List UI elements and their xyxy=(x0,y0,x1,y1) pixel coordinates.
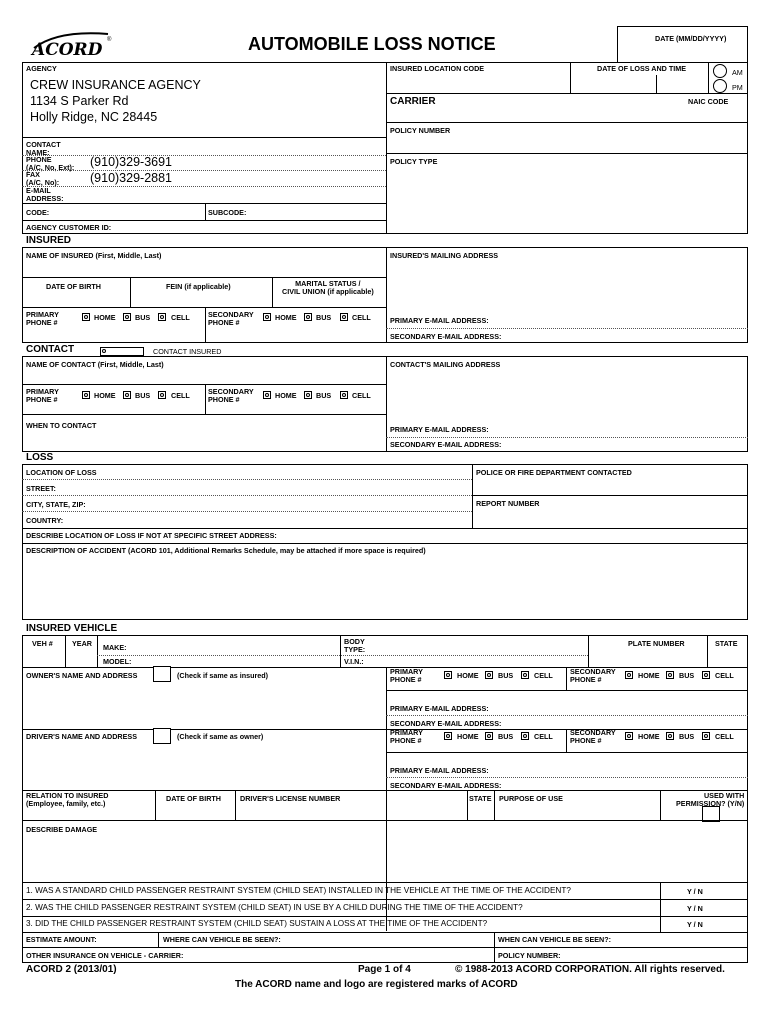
model-label: MODEL: xyxy=(103,657,132,666)
pm-radio[interactable] xyxy=(713,79,727,93)
insured-primary-cell-checkbox[interactable] xyxy=(158,313,166,321)
registered-marks: The ACORD name and logo are registered marks of ACORD xyxy=(235,979,518,990)
child-seat-q1: 1. WAS A STANDARD CHILD PASSENGER RESTRAINT SYSTEM (CHILD SEAT) INSTALLED IN THE VEHICLE AT THE TIME OF THE ACCIDENT? xyxy=(26,886,571,895)
street-label: STREET: xyxy=(26,484,56,493)
describe-damage-label: DESCRIBE DAMAGE xyxy=(26,825,98,834)
plate-label: PLATE NUMBER xyxy=(628,639,685,648)
estimate-label: ESTIMATE AMOUNT: xyxy=(26,935,97,944)
describe-location-label: DESCRIBE LOCATION OF LOSS IF NOT AT SPECIFIC STREET ADDRESS: xyxy=(26,531,277,540)
owner-primary-email-label: PRIMARY E-MAIL ADDRESS: xyxy=(390,704,489,713)
owner-secondary-email-label: SECONDARY E-MAIL ADDRESS: xyxy=(390,719,502,728)
cell-label: CELL xyxy=(171,391,190,400)
when-seen-label: WHEN CAN VEHICLE BE SEEN?: xyxy=(498,935,612,944)
owner-same-checkbox[interactable] xyxy=(153,666,171,682)
make-label: MAKE: xyxy=(103,643,127,652)
owner-secondary-home-checkbox[interactable] xyxy=(625,671,633,679)
bus-label: BUS xyxy=(679,732,695,741)
child-seat-q2-yn[interactable]: Y / N xyxy=(687,904,703,913)
bus-label: BUS xyxy=(316,313,332,322)
other-policy-number-label: POLICY NUMBER: xyxy=(498,951,561,960)
state-label: STATE xyxy=(715,639,738,648)
insured-mailing-label: INSURED'S MAILING ADDRESS xyxy=(390,251,499,260)
owner-label: OWNER'S NAME AND ADDRESS xyxy=(26,671,138,680)
insured-secondary-phone-label: SECONDARY PHONE # xyxy=(208,310,254,327)
bus-label: BUS xyxy=(498,732,514,741)
driver-secondary-home-checkbox[interactable] xyxy=(625,732,633,740)
home-label: HOME xyxy=(94,391,116,400)
home-label: HOME xyxy=(457,671,479,680)
contact-insured-checkbox[interactable] xyxy=(100,347,144,356)
email-label: E-MAIL ADDRESS: xyxy=(26,186,64,203)
owner-primary-phone-label: PRIMARY PHONE # xyxy=(390,667,423,684)
driver-primary-bus-checkbox[interactable] xyxy=(485,732,493,740)
child-seat-q3: 3. DID THE CHILD PASSENGER RESTRAINT SYSTEM (CHILD SEAT) SUSTAIN A LOSS AT THE TIME OF THE ACCIDENT? xyxy=(26,919,488,928)
veh-label: VEH # xyxy=(32,639,53,648)
contact-name-label: CONTACT NAME: xyxy=(26,140,61,157)
contact-secondary-bus-checkbox[interactable] xyxy=(304,391,312,399)
home-label: HOME xyxy=(638,671,660,680)
acord-logo xyxy=(28,28,118,58)
home-label: HOME xyxy=(638,732,660,741)
carrier-label: CARRIER xyxy=(390,96,436,107)
child-seat-q1-yn[interactable]: Y / N xyxy=(687,887,703,896)
contact-primary-email-label: PRIMARY E-MAIL ADDRESS: xyxy=(390,425,489,434)
contact-secondary-phone-label: SECONDARY PHONE # xyxy=(208,387,254,404)
driver-secondary-email-label: SECONDARY E-MAIL ADDRESS: xyxy=(390,781,502,790)
cell-label: CELL xyxy=(534,671,553,680)
cell-label: CELL xyxy=(534,732,553,741)
cell-label: CELL xyxy=(171,313,190,322)
date-of-loss-label: DATE OF LOSS AND TIME xyxy=(597,64,687,73)
driver-secondary-bus-checkbox[interactable] xyxy=(666,732,674,740)
bus-label: BUS xyxy=(316,391,332,400)
insured-secondary-cell-checkbox[interactable] xyxy=(340,313,348,321)
naic-label: NAIC CODE xyxy=(688,97,729,106)
country-label: COUNTRY: xyxy=(26,516,64,525)
location-of-loss-label: LOCATION OF LOSS xyxy=(26,468,97,477)
driver-secondary-cell-checkbox[interactable] xyxy=(702,732,710,740)
am-label: AM xyxy=(732,68,743,77)
insured-secondary-home-checkbox[interactable] xyxy=(263,313,271,321)
vin-label: V.I.N.: xyxy=(344,657,364,666)
bus-label: BUS xyxy=(135,313,151,322)
bus-label: BUS xyxy=(498,671,514,680)
vehicle-section-title: INSURED VEHICLE xyxy=(26,623,118,634)
agency-label: AGENCY xyxy=(26,64,57,73)
police-label: POLICE OR FIRE DEPARTMENT CONTACTED xyxy=(476,468,632,477)
when-to-contact-label: WHEN TO CONTACT xyxy=(26,421,97,430)
home-label: HOME xyxy=(275,313,297,322)
home-label: HOME xyxy=(457,732,479,741)
driver-same-checkbox[interactable] xyxy=(153,728,171,744)
svg-text:ACORD: ACORD xyxy=(32,40,103,58)
owner-secondary-phone-label: SECONDARY PHONE # xyxy=(570,667,616,684)
contact-name-label: NAME OF CONTACT (First, Middle, Last) xyxy=(26,360,164,369)
contact-secondary-cell-checkbox[interactable] xyxy=(340,391,348,399)
driver-primary-phone-label: PRIMARY PHONE # xyxy=(390,728,423,745)
agency-city: Holly Ridge, NC 28445 xyxy=(30,110,158,124)
copyright: © 1988-2013 ACORD CORPORATION. All rights reserved. xyxy=(455,964,725,975)
insured-secondary-email-label: SECONDARY E-MAIL ADDRESS: xyxy=(390,332,502,341)
customer-id-label: AGENCY CUSTOMER ID: xyxy=(26,223,112,232)
home-label: HOME xyxy=(275,391,297,400)
insured-primary-phone-label: PRIMARY PHONE # xyxy=(26,310,59,327)
am-radio[interactable] xyxy=(713,64,727,78)
contact-secondary-email-label: SECONDARY E-MAIL ADDRESS: xyxy=(390,440,502,449)
pm-label: PM xyxy=(732,83,743,92)
insured-primary-home-checkbox[interactable] xyxy=(82,313,90,321)
home-label: HOME xyxy=(94,313,116,322)
policy-number-label: POLICY NUMBER xyxy=(390,126,451,135)
permission-label: USED WITH PERMISSION? (Y/N) xyxy=(676,791,745,808)
form-number: ACORD 2 (2013/01) xyxy=(26,964,117,975)
code-label: CODE: xyxy=(26,208,50,217)
contact-primary-home-checkbox[interactable] xyxy=(82,391,90,399)
svg-text:®: ® xyxy=(107,37,112,43)
cell-label: CELL xyxy=(352,313,371,322)
page-title: AUTOMOBILE LOSS NOTICE xyxy=(248,34,496,54)
contact-secondary-home-checkbox[interactable] xyxy=(263,391,271,399)
child-seat-q2: 2. WAS THE CHILD PASSENGER RESTRAINT SYSTEM (CHILD SEAT) IN USE BY A CHILD DURING THE TIME OF THE ACCIDENT? xyxy=(26,903,523,912)
insured-marital-label: MARITAL STATUS / CIVIL UNION (if applicable) xyxy=(282,279,374,296)
driver-secondary-phone-label: SECONDARY PHONE # xyxy=(570,728,616,745)
contact-primary-bus-checkbox[interactable] xyxy=(123,391,131,399)
insured-section-title: INSURED xyxy=(26,235,72,246)
contact-section-title: CONTACT xyxy=(26,344,75,355)
driver-label: DRIVER'S NAME AND ADDRESS xyxy=(26,732,137,741)
owner-check-label: (Check if same as insured) xyxy=(177,671,269,680)
insured-secondary-bus-checkbox[interactable] xyxy=(304,313,312,321)
year-label: YEAR xyxy=(72,639,92,648)
agency-street: 1134 S Parker Rd xyxy=(30,94,129,108)
loss-section-title: LOSS xyxy=(26,452,54,463)
owner-primary-cell-checkbox[interactable] xyxy=(521,671,529,679)
driver-dob-label: DATE OF BIRTH xyxy=(166,794,221,803)
page-number: Page 1 of 4 xyxy=(358,964,411,975)
date-field[interactable] xyxy=(617,26,748,62)
relation-label: RELATION TO INSURED (Employee, family, etc.) xyxy=(26,791,109,808)
driver-check-label: (Check if same as owner) xyxy=(177,732,264,741)
contact-insured-label: CONTACT INSURED xyxy=(153,347,222,356)
license-state-label: STATE xyxy=(469,794,492,803)
bus-label: BUS xyxy=(135,391,151,400)
contact-primary-cell-checkbox[interactable] xyxy=(158,391,166,399)
agency-fax[interactable]: (910)329-2881 xyxy=(90,171,173,185)
subcode-label: SUBCODE: xyxy=(208,208,247,217)
other-insurance-label: OTHER INSURANCE ON VEHICLE - CARRIER: xyxy=(26,951,184,960)
loss-block xyxy=(22,464,748,620)
license-label: DRIVER'S LICENSE NUMBER xyxy=(240,794,341,803)
child-seat-q3-yn[interactable]: Y / N xyxy=(687,920,703,929)
insured-location-code: INSURED LOCATION CODE xyxy=(390,64,485,73)
bus-label: BUS xyxy=(679,671,695,680)
cell-label: CELL xyxy=(715,671,734,680)
cell-label: CELL xyxy=(715,732,734,741)
where-seen-label: WHERE CAN VEHICLE BE SEEN?: xyxy=(163,935,281,944)
insured-primary-bus-checkbox[interactable] xyxy=(123,313,131,321)
date-label: DATE (MM/DD/YYYY) xyxy=(655,34,727,43)
contact-mailing-label: CONTACT'S MAILING ADDRESS xyxy=(390,360,501,369)
owner-secondary-cell-checkbox[interactable] xyxy=(702,671,710,679)
cell-label: CELL xyxy=(352,391,371,400)
insured-dob-label: DATE OF BIRTH xyxy=(46,282,101,291)
city-label: CITY, STATE, ZIP: xyxy=(26,500,86,509)
insured-name-label: NAME OF INSURED (First, Middle, Last) xyxy=(26,251,162,260)
owner-primary-home-checkbox[interactable] xyxy=(444,671,452,679)
contact-primary-phone-label: PRIMARY PHONE # xyxy=(26,387,59,404)
report-number-label: REPORT NUMBER xyxy=(476,499,540,508)
description-label: DESCRIPTION OF ACCIDENT (ACORD 101, Additional Remarks Schedule, may be attached if more space is required) xyxy=(26,546,426,555)
agency-phone[interactable]: (910)329-3691 xyxy=(90,155,173,169)
insured-fein-label: FEIN (if applicable) xyxy=(166,282,231,291)
driver-primary-home-checkbox[interactable] xyxy=(444,732,452,740)
phone-label: PHONE (A/C, No, Ext): xyxy=(26,155,75,172)
driver-primary-cell-checkbox[interactable] xyxy=(521,732,529,740)
policy-type-label: POLICY TYPE xyxy=(390,157,438,166)
owner-primary-bus-checkbox[interactable] xyxy=(485,671,493,679)
agency-name: CREW INSURANCE AGENCY xyxy=(30,78,201,92)
fax-label: FAX (A/C, No): xyxy=(26,170,60,187)
body-type-label: BODY TYPE: xyxy=(344,637,366,654)
owner-secondary-bus-checkbox[interactable] xyxy=(666,671,674,679)
purpose-label: PURPOSE OF USE xyxy=(499,794,563,803)
insured-primary-email-label: PRIMARY E-MAIL ADDRESS: xyxy=(390,316,489,325)
driver-primary-email-label: PRIMARY E-MAIL ADDRESS: xyxy=(390,766,489,775)
